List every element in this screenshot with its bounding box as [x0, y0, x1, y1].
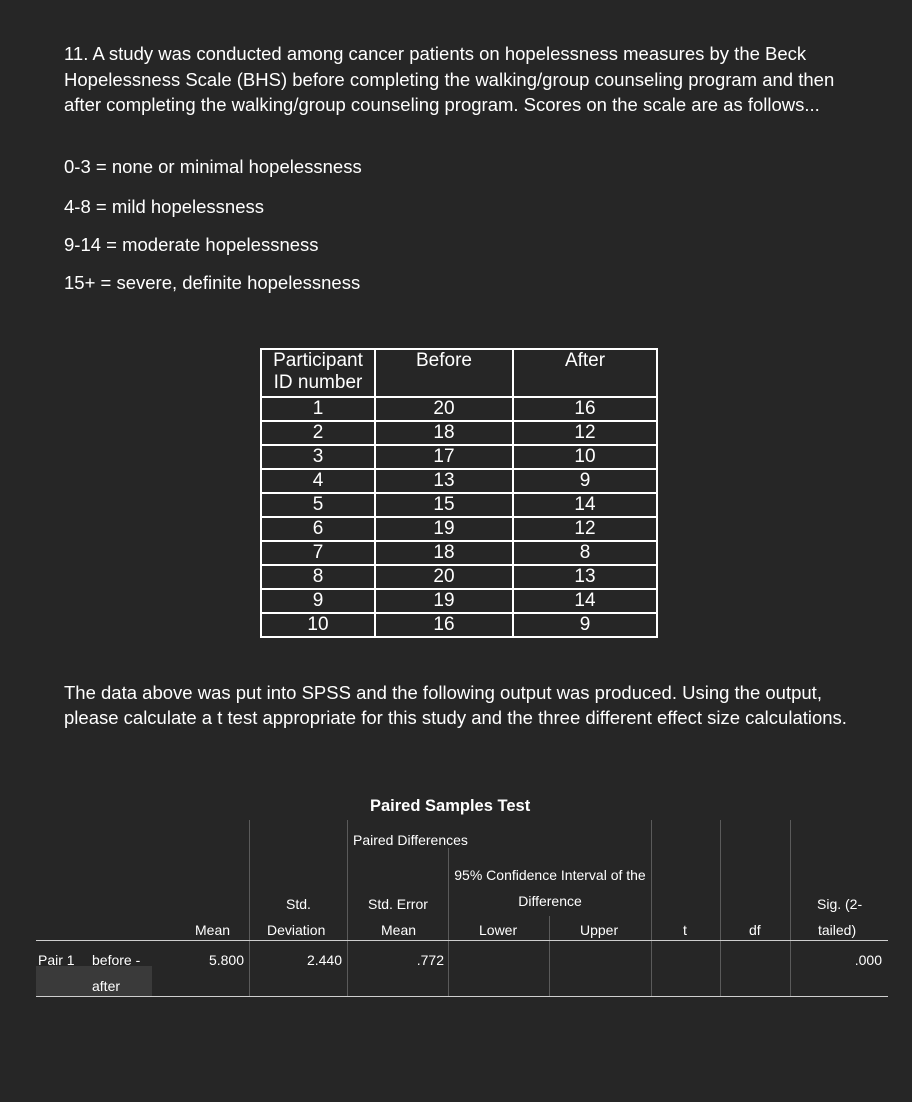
scale-item-none: 0-3 = none or minimal hopelessness: [64, 156, 362, 177]
cell-before: 16: [375, 613, 513, 637]
question-text: 11. A study was conducted among cancer patients on hopelessness measures by the Beck Hopelessness Scale (BHS) before completing the walking/group counseling program and then after completing the walking/group counseling program. Scores on the scale are as follows...: [64, 43, 835, 115]
instructions-text: The data above was put into SPSS and the following output was produced. Using the output, please calculate a t test appropriate for this study and the three different effect size calculations.: [64, 682, 847, 728]
col-divider: [549, 916, 550, 996]
cell-after: 12: [513, 517, 657, 541]
cell-participant-id: 2: [261, 421, 375, 445]
cell-after: 14: [513, 493, 657, 517]
col-header-std-err-2: Mean: [381, 922, 417, 938]
table-row: [261, 589, 657, 613]
cell-after: 8: [513, 541, 657, 565]
cell-before: 18: [375, 421, 513, 445]
cell-after: 13: [513, 565, 657, 589]
table-row: [261, 517, 657, 541]
table-row: [261, 421, 657, 445]
col-header-sig-1: Sig. (2-: [817, 896, 863, 912]
cell-before: 13: [375, 469, 513, 493]
col-divider: [790, 820, 791, 996]
col-header-upper: Upper: [580, 922, 619, 938]
cell-before: 20: [375, 565, 513, 589]
table-row: [261, 469, 657, 493]
value-std-deviation: 2.440: [306, 952, 342, 968]
ci-header-text: 95% Confidence Interval of the Difference: [454, 867, 646, 909]
header-participant-id: Participant ID number: [261, 349, 375, 397]
scale-item-moderate: 9-14 = moderate hopelessness: [64, 234, 319, 255]
paired-differences-header: Paired Differences: [353, 832, 468, 848]
cell-participant-id: 8: [261, 565, 375, 589]
header-rule: [36, 940, 888, 941]
cell-after: 10: [513, 445, 657, 469]
cell-participant-id: 6: [261, 517, 375, 541]
cell-participant-id: 4: [261, 469, 375, 493]
cell-participant-id: 9: [261, 589, 375, 613]
pair-label: Pair 1: [38, 952, 75, 968]
table-row: [261, 565, 657, 589]
cell-before: 15: [375, 493, 513, 517]
col-header-sig-2: tailed): [818, 922, 857, 938]
table-row: [261, 445, 657, 469]
cell-after: 16: [513, 397, 657, 421]
cell-after: 9: [513, 613, 657, 637]
value-mean: 5.800: [208, 952, 244, 968]
table-row: [261, 541, 657, 565]
col-divider: [347, 820, 348, 996]
col-divider: [720, 820, 721, 996]
cell-before: 18: [375, 541, 513, 565]
scale-item-severe: 15+ = severe, definite hopelessness: [64, 272, 361, 293]
cell-after: 9: [513, 469, 657, 493]
col-divider: [249, 820, 250, 996]
col-header-mean: Mean: [195, 922, 231, 938]
table-row: [261, 397, 657, 421]
value-sig: .000: [854, 952, 882, 968]
table-header-row: [261, 349, 657, 397]
col-header-lower: Lower: [479, 922, 518, 938]
table-body: [261, 397, 657, 637]
col-header-std-err-1: Std. Error: [368, 896, 428, 912]
pair-name-line-2: after: [92, 978, 121, 994]
spss-title: Paired Samples Test: [370, 797, 531, 815]
header-before: Before: [375, 349, 513, 397]
col-divider: [448, 848, 449, 996]
cell-participant-id: 1: [261, 397, 375, 421]
ci-header: [452, 862, 648, 914]
cell-participant-id: 10: [261, 613, 375, 637]
cell-before: 17: [375, 445, 513, 469]
col-header-std-dev-1: Std.: [286, 896, 311, 912]
scale-item-mild: 4-8 = mild hopelessness: [64, 196, 265, 217]
cell-after: 14: [513, 589, 657, 613]
value-std-error-mean: .772: [416, 952, 444, 968]
table-row: [261, 613, 657, 637]
cell-before: 19: [375, 517, 513, 541]
cell-participant-id: 7: [261, 541, 375, 565]
col-divider: [651, 820, 652, 996]
spss-output: [0, 790, 912, 1010]
cell-before: 20: [375, 397, 513, 421]
cell-before: 19: [375, 589, 513, 613]
cell-after: 12: [513, 421, 657, 445]
col-header-t: t: [683, 922, 687, 938]
col-header-std-dev-2: Deviation: [267, 922, 326, 938]
header-after: After: [513, 349, 657, 397]
participant-data-table: [260, 348, 658, 638]
col-header-df: df: [749, 922, 761, 938]
cell-participant-id: 3: [261, 445, 375, 469]
table-row: [261, 493, 657, 517]
pair-name-line-1: before -: [92, 952, 141, 968]
bottom-rule: [36, 996, 888, 997]
cell-participant-id: 5: [261, 493, 375, 517]
